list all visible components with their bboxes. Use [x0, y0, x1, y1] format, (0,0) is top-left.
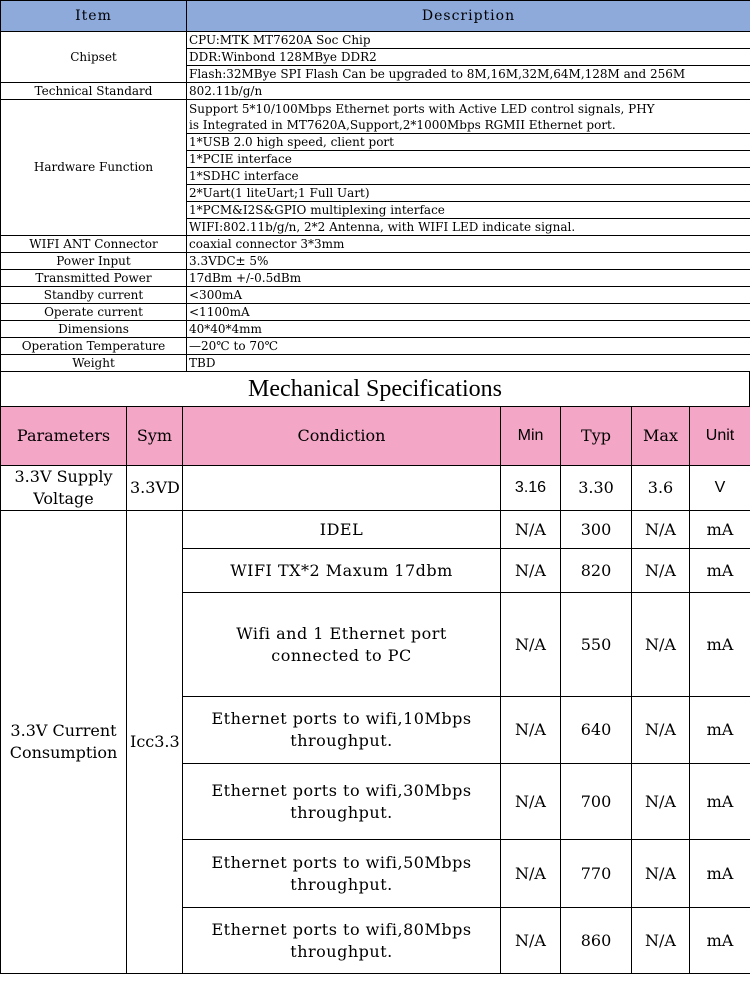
- supply-voltage-row: [1, 466, 750, 511]
- consumption-min: N/A: [501, 764, 561, 840]
- consumption-row: [1, 511, 750, 549]
- hardware-function-line: [187, 100, 750, 134]
- hardware-line-text: Support 5*10/100Mbps Ethernet ports with Active LED control signals, PHY: [189, 101, 655, 116]
- consumption-typ: 550: [561, 593, 632, 697]
- mechanical-title: Mechanical Specifications: [0, 372, 750, 406]
- supply-sym: 3.3VD: [127, 466, 183, 511]
- description-header: Description: [187, 1, 750, 32]
- consumption-condiction: WIFI TX*2 Maxum 17dbm: [183, 549, 501, 593]
- consumption-typ: 640: [561, 697, 632, 764]
- hardware-line-text: is Integrated in MT7620A,Support,2*1000Mbps RGMII Ethernet port.: [189, 117, 616, 132]
- consumption-condiction: IDEL: [183, 511, 501, 549]
- spec-row-value: <300mA: [187, 287, 750, 304]
- consumption-max: N/A: [632, 511, 690, 549]
- supply-parameter: 3.3V Supply Voltage: [1, 466, 127, 511]
- spec-row-label: Power Input: [1, 253, 187, 270]
- supply-min: 3.16: [501, 466, 561, 511]
- spec-header-row: [1, 1, 750, 32]
- consumption-typ: 820: [561, 549, 632, 593]
- hardware-function-line: 1*USB 2.0 high speed, client port: [187, 134, 750, 151]
- mechanical-table: [0, 406, 750, 974]
- spec-row-label: Operate current: [1, 304, 187, 321]
- consumption-min: N/A: [501, 511, 561, 549]
- consumption-min: N/A: [501, 840, 561, 908]
- spec-row-value: <1100mA: [187, 304, 750, 321]
- consumption-condiction: Wifi and 1 Ethernet port connected to PC: [183, 593, 501, 697]
- spec-row-label: WIFI ANT Connector: [1, 236, 187, 253]
- hardware-function-line: 2*Uart(1 liteUart;1 Full Uart): [187, 185, 750, 202]
- spec-row-label: Transmitted Power: [1, 270, 187, 287]
- hardware-function-label: Hardware Function: [1, 100, 187, 236]
- typ-header: Typ: [561, 407, 632, 466]
- chipset-label: Chipset: [1, 32, 187, 83]
- spec-row-value: coaxial connector 3*3mm: [187, 236, 750, 253]
- consumption-min: N/A: [501, 593, 561, 697]
- supply-unit: V: [690, 466, 750, 511]
- hardware-function-line: 1*SDHC interface: [187, 168, 750, 185]
- consumption-unit: mA: [690, 764, 750, 840]
- spec-row-value: —20℃ to 70℃: [187, 338, 750, 355]
- min-header: Min: [501, 407, 561, 466]
- consumption-condiction: Ethernet ports to wifi,80Mbps throughput.: [183, 908, 501, 974]
- consumption-unit: mA: [690, 511, 750, 549]
- spec-table: [0, 0, 750, 372]
- consumption-unit: mA: [690, 908, 750, 974]
- supply-condiction: [183, 466, 501, 511]
- spec-row-value: 3.3VDC± 5%: [187, 253, 750, 270]
- chipset-line: Flash:32MBye SPI Flash Can be upgraded to 8M,16M,32M,64M,128M and 256M: [187, 66, 750, 83]
- sym-header: Sym: [127, 407, 183, 466]
- chipset-line: DDR:Winbond 128MBye DDR2: [187, 49, 750, 66]
- spec-row-label: Standby current: [1, 287, 187, 304]
- hardware-function-line: WIFI:802.11b/g/n, 2*2 Antenna, with WIFI LED indicate signal.: [187, 219, 750, 236]
- supply-max: 3.6: [632, 466, 690, 511]
- consumption-typ: 770: [561, 840, 632, 908]
- consumption-max: N/A: [632, 764, 690, 840]
- consumption-unit: mA: [690, 840, 750, 908]
- spec-row-value: 17dBm +/-0.5dBm: [187, 270, 750, 287]
- hardware-function-line: 1*PCIE interface: [187, 151, 750, 168]
- consumption-parameter: 3.3V Current Consumption: [1, 511, 127, 974]
- consumption-condiction: Ethernet ports to wifi,10Mbps throughput.: [183, 697, 501, 764]
- hardware-function-line: 1*PCM&I2S&GPIO multiplexing interface: [187, 202, 750, 219]
- chipset-line: CPU:MTK MT7620A Soc Chip: [187, 32, 750, 49]
- consumption-unit: mA: [690, 697, 750, 764]
- max-header: Max: [632, 407, 690, 466]
- spec-row-value: 40*40*4mm: [187, 321, 750, 338]
- supply-typ: 3.30: [561, 466, 632, 511]
- unit-header: Unit: [690, 407, 750, 466]
- consumption-max: N/A: [632, 549, 690, 593]
- consumption-sym: Icc3.3: [127, 511, 183, 974]
- mechanical-header-row: [1, 407, 750, 466]
- consumption-condiction: Ethernet ports to wifi,50Mbps throughput.: [183, 840, 501, 908]
- consumption-max: N/A: [632, 593, 690, 697]
- consumption-max: N/A: [632, 908, 690, 974]
- consumption-min: N/A: [501, 697, 561, 764]
- consumption-condiction: Ethernet ports to wifi,30Mbps throughput.: [183, 764, 501, 840]
- parameters-header: Parameters: [1, 407, 127, 466]
- consumption-typ: 700: [561, 764, 632, 840]
- consumption-max: N/A: [632, 697, 690, 764]
- technical-standard-label: Technical Standard: [1, 83, 187, 100]
- spec-row-label: Operation Temperature: [1, 338, 187, 355]
- consumption-max: N/A: [632, 840, 690, 908]
- spec-row-label: Dimensions: [1, 321, 187, 338]
- spec-row-value: TBD: [187, 355, 750, 372]
- technical-standard-value: 802.11b/g/n: [187, 83, 750, 100]
- item-header: Item: [1, 1, 187, 32]
- consumption-unit: mA: [690, 593, 750, 697]
- consumption-min: N/A: [501, 908, 561, 974]
- condiction-header: Condiction: [183, 407, 501, 466]
- consumption-min: N/A: [501, 549, 561, 593]
- consumption-typ: 860: [561, 908, 632, 974]
- consumption-typ: 300: [561, 511, 632, 549]
- spec-row-label: Weight: [1, 355, 187, 372]
- consumption-unit: mA: [690, 549, 750, 593]
